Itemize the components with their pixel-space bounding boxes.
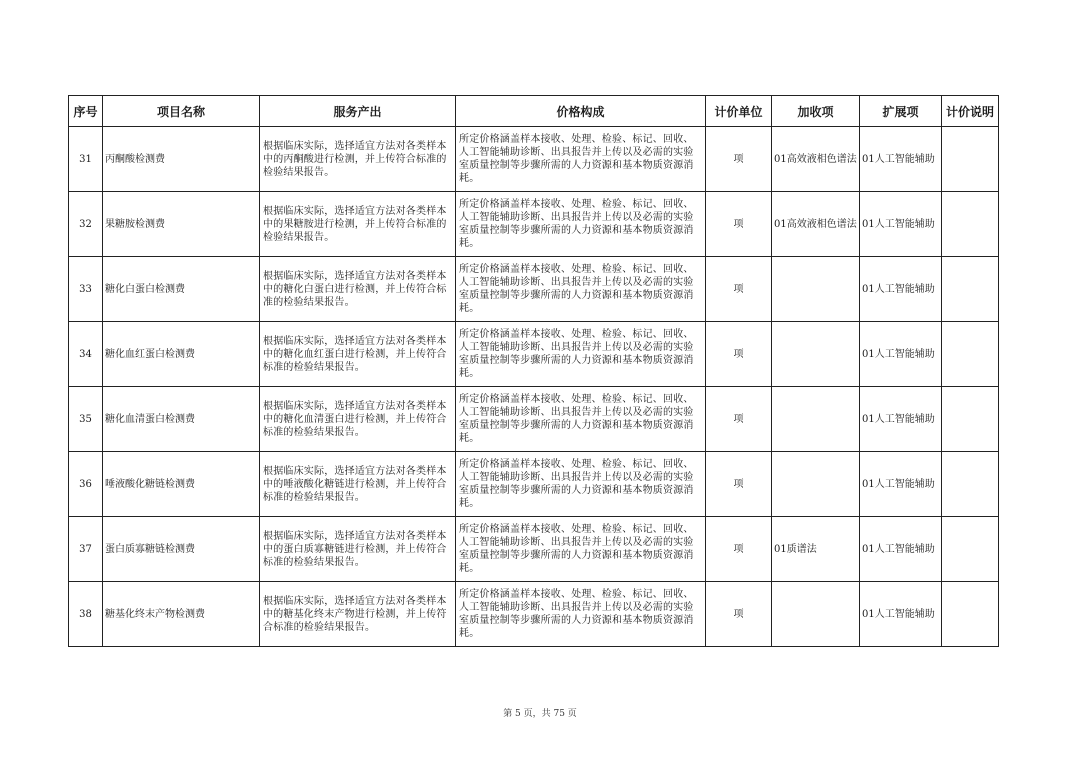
service-output: 根据临床实际，选择适宜方法对各类样本中的糖化血清蛋白进行检测，并上传符合标准的检验结果报告。 [260,387,456,452]
table-row [69,517,999,582]
table-row [69,582,999,647]
header-extra: 加收项 [772,96,860,127]
header-row [69,96,999,127]
price-composition: 所定价格涵盖样本接收、处理、检验、标记、回收、人工智能辅助诊断、出具报告并上传以及必需的实验室质量控制等步骤所需的人力资源和基本物质资源消耗。 [456,387,706,452]
surcharge-item [772,582,860,647]
item-name: 糖化血红蛋白检测费 [103,322,260,387]
table-row [69,387,999,452]
row-number: 37 [69,517,103,582]
table-row [69,452,999,517]
page-footer: 第 5 页，共 75 页 [503,709,577,719]
header-price: 价格构成 [456,96,706,127]
extension-item: 01人工智能辅助 [860,582,942,647]
pricing-unit: 项 [706,452,772,517]
surcharge-item: 01高效液相色谱法 [772,127,860,192]
table-body [69,127,999,647]
header-note: 计价说明 [942,96,999,127]
pricing-note [942,517,999,582]
table-row [69,257,999,322]
item-name: 糖基化终末产物检测费 [103,582,260,647]
item-name: 糖化血清蛋白检测费 [103,387,260,452]
item-name: 丙酮酸检测费 [103,127,260,192]
price-composition: 所定价格涵盖样本接收、处理、检验、标记、回收、人工智能辅助诊断、出具报告并上传以及必需的实验室质量控制等步骤所需的人力资源和基本物质资源消耗。 [456,127,706,192]
extension-item: 01人工智能辅助 [860,452,942,517]
surcharge-item: 01质谱法 [772,517,860,582]
service-output: 根据临床实际，选择适宜方法对各类样本中的糖化白蛋白进行检测，并上传符合标准的检验结果报告。 [260,257,456,322]
pricing-note [942,257,999,322]
row-number: 31 [69,127,103,192]
service-output: 根据临床实际，选择适宜方法对各类样本中的丙酮酸进行检测，并上传符合标准的检验结果报告。 [260,127,456,192]
service-output: 根据临床实际，选择适宜方法对各类样本中的唾液酸化糖链进行检测，并上传符合标准的检验结果报告。 [260,452,456,517]
surcharge-item [772,322,860,387]
surcharge-item [772,387,860,452]
table-row [69,192,999,257]
service-output: 根据临床实际，选择适宜方法对各类样本中的糖基化终末产物进行检测，并上传符合标准的检验结果报告。 [260,582,456,647]
service-output: 根据临床实际，选择适宜方法对各类样本中的果糖胺进行检测，并上传符合标准的检验结果报告。 [260,192,456,257]
row-number: 36 [69,452,103,517]
row-number: 38 [69,582,103,647]
extension-item: 01人工智能辅助 [860,517,942,582]
header-name: 项目名称 [103,96,260,127]
pricing-table [68,95,999,647]
surcharge-item [772,452,860,517]
row-number: 33 [69,257,103,322]
pricing-unit: 项 [706,387,772,452]
table-row [69,127,999,192]
item-name: 唾液酸化糖链检测费 [103,452,260,517]
surcharge-item: 01高效液相色谱法 [772,192,860,257]
pricing-unit: 项 [706,127,772,192]
pricing-note [942,452,999,517]
extension-item: 01人工智能辅助 [860,257,942,322]
price-composition: 所定价格涵盖样本接收、处理、检验、标记、回收、人工智能辅助诊断、出具报告并上传以及必需的实验室质量控制等步骤所需的人力资源和基本物质资源消耗。 [456,582,706,647]
pricing-unit: 项 [706,517,772,582]
price-composition: 所定价格涵盖样本接收、处理、检验、标记、回收、人工智能辅助诊断、出具报告并上传以及必需的实验室质量控制等步骤所需的人力资源和基本物质资源消耗。 [456,452,706,517]
extension-item: 01人工智能辅助 [860,192,942,257]
header-no: 序号 [69,96,103,127]
pricing-unit: 项 [706,582,772,647]
pricing-unit: 项 [706,192,772,257]
header-unit: 计价单位 [706,96,772,127]
service-output: 根据临床实际，选择适宜方法对各类样本中的蛋白质寡糖链进行检测，并上传符合标准的检验结果报告。 [260,517,456,582]
extension-item: 01人工智能辅助 [860,322,942,387]
pricing-unit: 项 [706,257,772,322]
row-number: 32 [69,192,103,257]
item-name: 糖化白蛋白检测费 [103,257,260,322]
row-number: 35 [69,387,103,452]
pricing-unit: 项 [706,322,772,387]
price-composition: 所定价格涵盖样本接收、处理、检验、标记、回收、人工智能辅助诊断、出具报告并上传以及必需的实验室质量控制等步骤所需的人力资源和基本物质资源消耗。 [456,257,706,322]
price-composition: 所定价格涵盖样本接收、处理、检验、标记、回收、人工智能辅助诊断、出具报告并上传以及必需的实验室质量控制等步骤所需的人力资源和基本物质资源消耗。 [456,192,706,257]
pricing-note [942,127,999,192]
pricing-note [942,582,999,647]
extension-item: 01人工智能辅助 [860,127,942,192]
table-row [69,322,999,387]
header-output: 服务产出 [260,96,456,127]
header-ext: 扩展项 [860,96,942,127]
item-name: 蛋白质寡糖链检测费 [103,517,260,582]
service-output: 根据临床实际，选择适宜方法对各类样本中的糖化血红蛋白进行检测，并上传符合标准的检验结果报告。 [260,322,456,387]
surcharge-item [772,257,860,322]
row-number: 34 [69,322,103,387]
price-composition: 所定价格涵盖样本接收、处理、检验、标记、回收、人工智能辅助诊断、出具报告并上传以及必需的实验室质量控制等步骤所需的人力资源和基本物质资源消耗。 [456,322,706,387]
pricing-note [942,322,999,387]
price-composition: 所定价格涵盖样本接收、处理、检验、标记、回收、人工智能辅助诊断、出具报告并上传以及必需的实验室质量控制等步骤所需的人力资源和基本物质资源消耗。 [456,517,706,582]
pricing-note [942,387,999,452]
extension-item: 01人工智能辅助 [860,387,942,452]
item-name: 果糖胺检测费 [103,192,260,257]
pricing-note [942,192,999,257]
